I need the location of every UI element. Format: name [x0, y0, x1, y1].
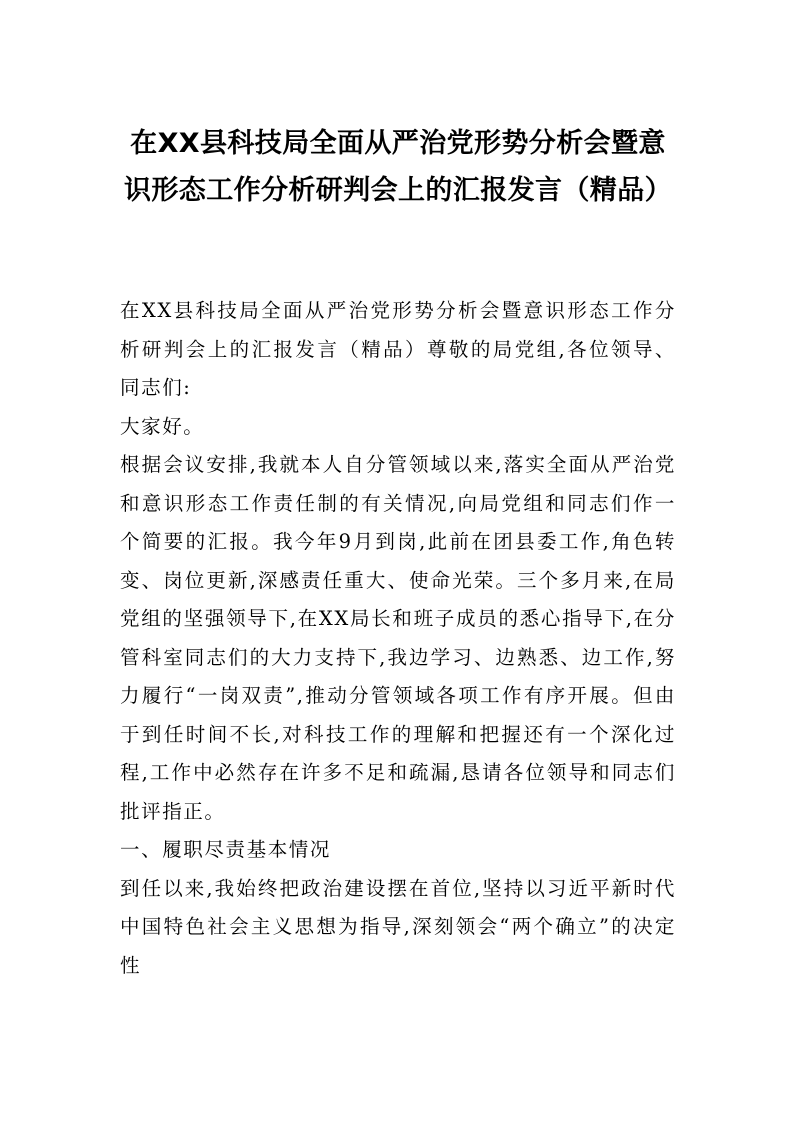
- paragraph-greeting: 大家好。: [120, 414, 205, 438]
- paragraph-report: 根据会议安排,我就本人自分管领域以来,落实全面从严治党和意识形态工作责任制的有关情况,向局党组和同志们作一个简要的汇报。我今年9月到岗,此前在团县委工作,角色转变、岗位更新,深感责任重大、使命光荣。三个多月来,在局党组的坚强领导下,在XX局长和班子成员的悉心指导下,在分管科室同志们的大力支持下,我边学习、边熟悉、边工作,努力履行“一岗双责”,推动分管领域各项工作有序开展。但由于到任时间不长,对科技工作的理解和把握还有一个深化过程,工作中必然存在许多不足和疏漏,恳请各位领导和同志们批评指正。: [120, 453, 676, 823]
- document-title: 在XX县科技局全面从严治党形势分析会暨意识形态工作分析研判会上的汇报发言（精品）: [124, 128, 672, 206]
- section-heading: 一、履职尽责基本情况: [120, 838, 332, 861]
- paragraph-intro: 在XX县科技局全面从严治党形势分析会暨意识形态工作分析研判会上的汇报发言（精品）尊敬的局党组,各位领导、同志们:: [120, 299, 676, 399]
- document-body: [120, 292, 676, 985]
- paragraph-section-one: 到任以来,我始终把政治建设摆在首位,坚持以习近平新时代中国特色社会主义思想为指导,深刻领会“两个确立”的决定性: [120, 876, 676, 977]
